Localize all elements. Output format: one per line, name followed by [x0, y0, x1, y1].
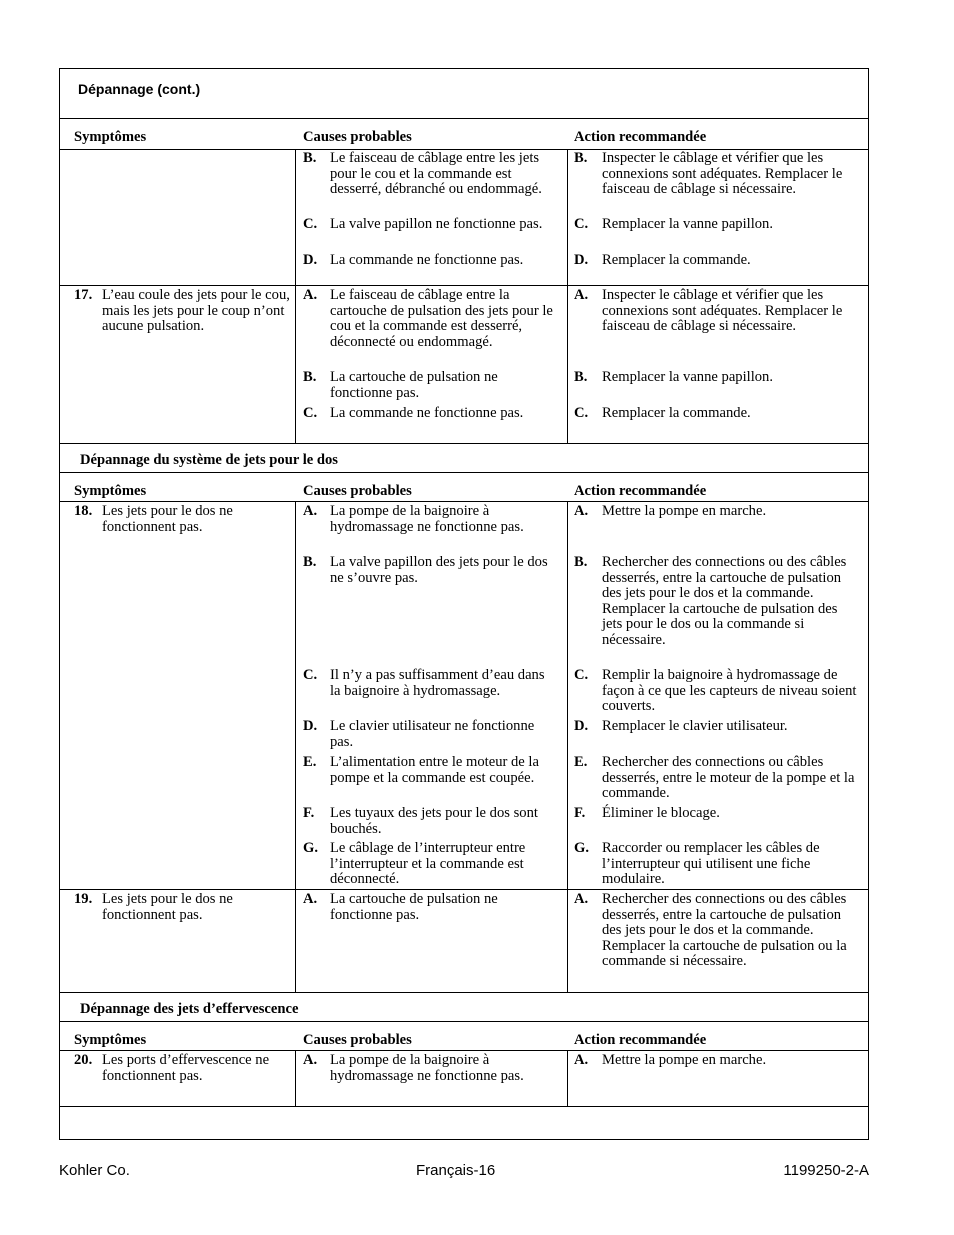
cause-letter: E.	[303, 754, 317, 770]
action-letter: C.	[574, 216, 589, 232]
cause-text: Le faisceau de câblage entre les jets pour le cou et la commande est desserré, débranché ou endommagé.	[330, 150, 542, 197]
action-letter: B.	[574, 369, 588, 385]
symptom-number: 18.	[74, 503, 93, 519]
divider	[60, 1106, 868, 1107]
header-action: Action recommandée	[574, 1032, 707, 1048]
cause-text: La cartouche de pulsation ne fonctionne pas.	[330, 369, 498, 401]
cause-letter: A.	[303, 1052, 318, 1068]
section-title: Dépannage du système de jets pour le dos	[80, 452, 338, 468]
cause-letter: B.	[303, 369, 317, 385]
header-action: Action recommandée	[574, 129, 707, 145]
column-divider	[567, 149, 568, 443]
action-text: Inspecter le câblage et vérifier que les connexions sont adéquates. Remplacer le faisceau de câblage si nécessaire.	[602, 150, 843, 197]
action-letter: A.	[574, 503, 589, 519]
divider	[60, 501, 868, 502]
action-letter: B.	[574, 150, 588, 166]
action-text: Rechercher des connections ou des câbles desserrés, entre la cartouche de pulsation des jets pour le dos et la commande. Remplacer la cartouche de pulsation des jets pour le dos ou la commande si nécessaire.	[602, 554, 847, 648]
divider	[60, 118, 868, 119]
cause-text: La pompe de la baignoire à hydromassage ne fonctionne pas.	[330, 503, 524, 535]
action-letter: D.	[574, 252, 589, 268]
divider	[60, 1021, 868, 1022]
footer-document-id: 1199250-2-A	[783, 1162, 869, 1179]
cause-letter: B.	[303, 554, 317, 570]
action-text: Rechercher des connections ou câbles desserrés, entre le moteur de la pompe et la commande.	[602, 754, 855, 801]
cause-letter: F.	[303, 805, 315, 821]
action-text: Raccorder ou remplacer les câbles de l’interrupteur qui utilisent une fiche modulaire.	[602, 840, 820, 887]
symptom-text: L’eau coule des jets pour le cou, mais les jets pour le coup n’ont aucune pulsation.	[102, 287, 290, 334]
action-letter: A.	[574, 891, 589, 907]
header-symptoms: Symptômes	[74, 129, 147, 145]
section-title: Dépannage des jets d’effervescence	[80, 1001, 299, 1017]
footer-company: Kohler Co.	[59, 1162, 130, 1179]
header-symptoms: Symptômes	[74, 1032, 147, 1048]
header-action: Action recommandée	[574, 483, 707, 499]
cause-letter: A.	[303, 891, 318, 907]
action-text: Éliminer le blocage.	[602, 805, 720, 821]
action-text: Remplir la baignoire à hydromassage de façon à ce que les capteurs de niveau soient couverts.	[602, 667, 857, 714]
action-text: Remplacer la commande.	[602, 405, 751, 421]
column-divider	[567, 1050, 568, 1106]
cause-letter: D.	[303, 252, 318, 268]
page-title: Dépannage (cont.)	[78, 81, 201, 97]
column-divider	[567, 501, 568, 992]
cause-letter: G.	[303, 840, 318, 856]
cause-text: Il n’y a pas suffisamment d’eau dans la baignoire à hydromassage.	[330, 667, 545, 699]
symptom-number: 20.	[74, 1052, 93, 1068]
column-divider	[295, 1050, 296, 1106]
divider	[60, 472, 868, 473]
action-letter: B.	[574, 554, 588, 570]
cause-text: Les tuyaux des jets pour le dos sont bouchés.	[330, 805, 538, 837]
symptom-number: 17.	[74, 287, 93, 303]
column-divider	[295, 149, 296, 443]
symptom-text: Les ports d’effervescence ne fonctionnent pas.	[102, 1052, 270, 1084]
action-letter: D.	[574, 718, 589, 734]
cause-letter: B.	[303, 150, 317, 166]
cause-letter: A.	[303, 287, 318, 303]
action-text: Remplacer la vanne papillon.	[602, 216, 774, 232]
cause-letter: C.	[303, 405, 318, 421]
cause-text: L’alimentation entre le moteur de la pompe et la commande est coupée.	[330, 754, 539, 786]
action-text: Inspecter le câblage et vérifier que les connexions sont adéquates. Remplacer le faisceau de câblage si nécessaire.	[602, 287, 843, 334]
action-letter: A.	[574, 287, 589, 303]
action-text: Mettre la pompe en marche.	[602, 1052, 767, 1068]
symptom-text: Les jets pour le dos ne fonctionnent pas.	[102, 891, 233, 923]
header-symptoms: Symptômes	[74, 483, 147, 499]
header-causes: Causes probables	[303, 1032, 412, 1048]
action-letter: F.	[574, 805, 586, 821]
cause-text: La cartouche de pulsation ne fonctionne pas.	[330, 891, 498, 923]
header-causes: Causes probables	[303, 129, 412, 145]
troubleshooting-table	[59, 68, 869, 1140]
divider	[60, 1050, 868, 1051]
cause-text: La commande ne fonctionne pas.	[330, 252, 524, 268]
cause-letter: D.	[303, 718, 318, 734]
action-letter: C.	[574, 667, 589, 683]
symptom-number: 19.	[74, 891, 93, 907]
cause-text: La pompe de la baignoire à hydromassage ne fonctionne pas.	[330, 1052, 524, 1084]
action-letter: E.	[574, 754, 588, 770]
symptom-text: Les jets pour le dos ne fonctionnent pas.	[102, 503, 233, 535]
cause-letter: C.	[303, 667, 318, 683]
action-letter: A.	[574, 1052, 589, 1068]
action-letter: G.	[574, 840, 589, 856]
action-text: Remplacer la vanne papillon.	[602, 369, 774, 385]
action-text: Remplacer la commande.	[602, 252, 751, 268]
action-letter: C.	[574, 405, 589, 421]
divider	[60, 443, 868, 444]
header-causes: Causes probables	[303, 483, 412, 499]
cause-text: La valve papillon des jets pour le dos ne s’ouvre pas.	[330, 554, 548, 586]
cause-letter: C.	[303, 216, 318, 232]
action-text: Rechercher des connections ou des câbles desserrés, entre la cartouche de pulsation des jets pour le dos et la commande. Remplacer la cartouche de pulsation ou la commande si nécessaire.	[602, 891, 847, 969]
divider	[60, 285, 868, 286]
divider	[60, 992, 868, 993]
cause-text: La valve papillon ne fonctionne pas.	[330, 216, 543, 232]
column-divider	[295, 501, 296, 992]
footer-page-number: Français-16	[416, 1162, 496, 1179]
cause-text: Le câblage de l’interrupteur entre l’interrupteur et la commande est déconnecté.	[330, 840, 526, 887]
cause-text: La commande ne fonctionne pas.	[330, 405, 524, 421]
cause-text: Le clavier utilisateur ne fonctionne pas.	[330, 718, 535, 750]
cause-letter: A.	[303, 503, 318, 519]
cause-text: Le faisceau de câblage entre la cartouche de pulsation des jets pour le cou et la commande est desserré, déconnecté ou endommagé.	[330, 287, 553, 350]
action-text: Remplacer le clavier utilisateur.	[602, 718, 788, 734]
divider	[60, 889, 868, 890]
action-text: Mettre la pompe en marche.	[602, 503, 767, 519]
